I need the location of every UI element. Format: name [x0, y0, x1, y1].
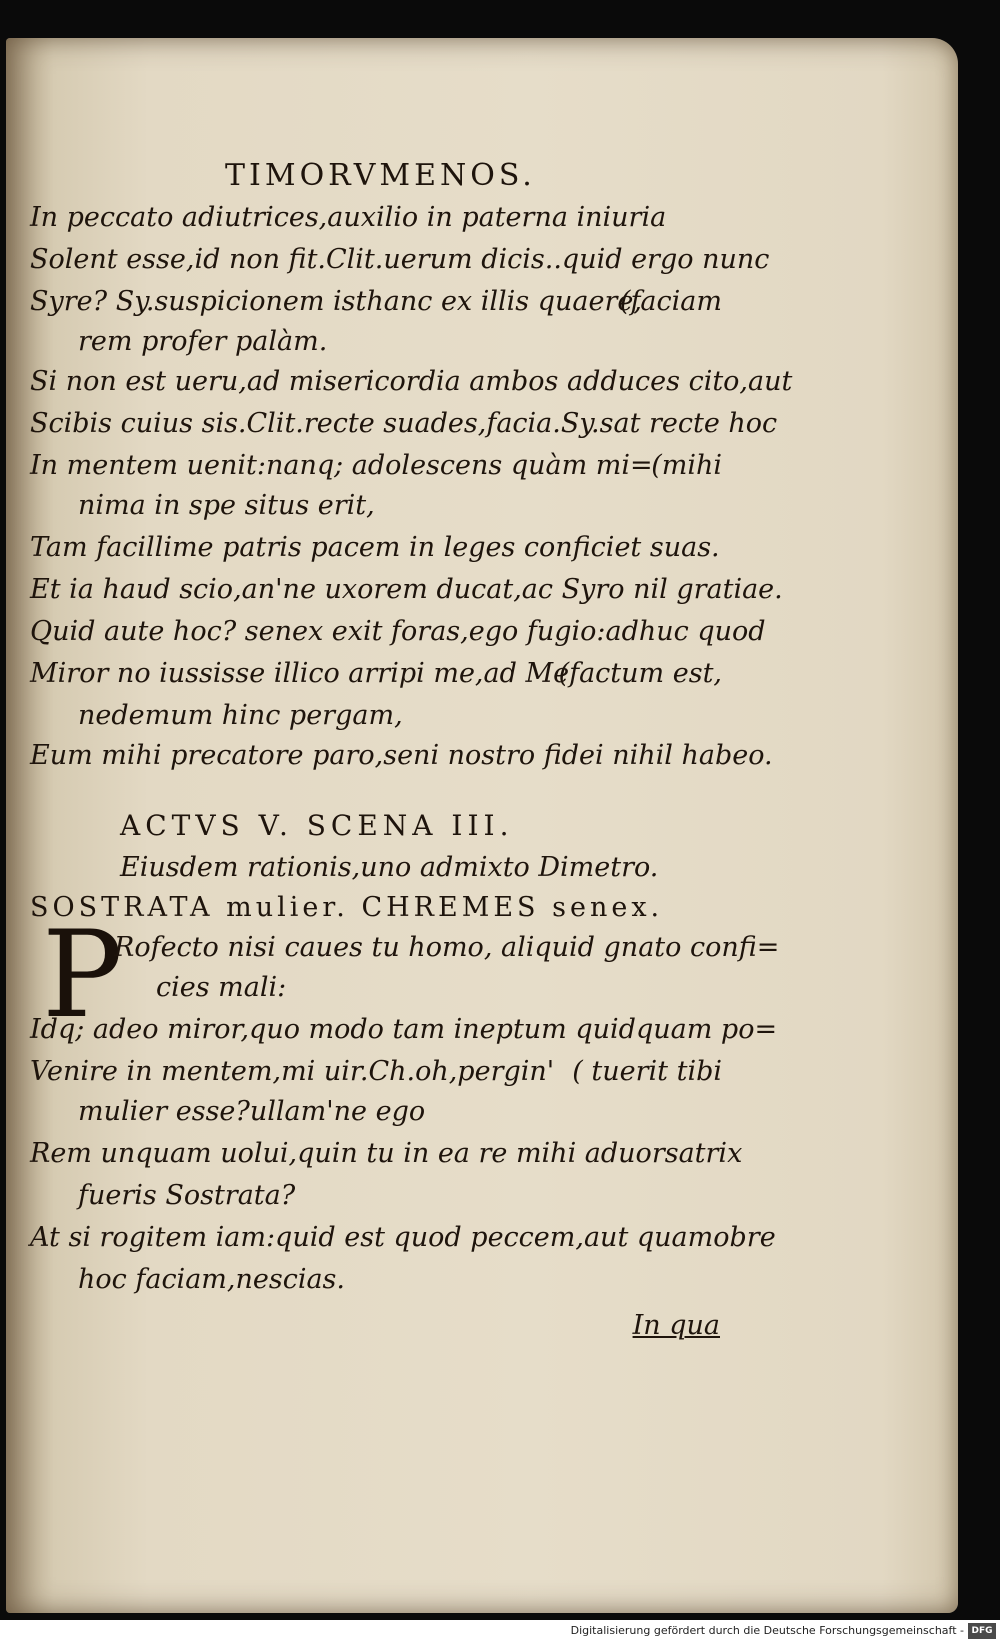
text-line: Idq; adeo miror,quo modo tam ineptum quidquam po= [30, 1014, 778, 1045]
book-page [6, 38, 958, 1613]
text-line: Rofecto nisi caues tu homo, aliquid gnato confi= [114, 932, 780, 963]
text-line: Solent esse,id non fit.Clit.uerum dicis..quid ergo nunc [30, 244, 770, 275]
footer-bar [0, 1620, 1000, 1645]
text-line: mulier esse?ullam'ne ego [78, 1096, 426, 1127]
text-line: Rem unquam uolui,quin tu in ea re mihi aduorsatrix [30, 1138, 743, 1169]
text-line: Scibis cuius sis.Clit.recte suades,facia.Sy.sat recte hoc [30, 408, 778, 439]
text-line: At si rogitem iam:quid est quod peccem,aut quamobre [30, 1222, 776, 1253]
text-line-continuation: (factum est, [558, 658, 722, 689]
funding-credit: Digitalisierung gefördert durch die Deutsche Forschungsgemeinschaft - [570, 1624, 964, 1637]
text-line: Et ia haud scio,an'ne uxorem ducat,ac Syro nil gratiae. [30, 574, 783, 605]
text-line-continuation: (faciam [619, 286, 722, 317]
text-line: rem profer palàm. [78, 326, 328, 357]
text-line: Tam facillime patris pacem in leges conficiet suas. [30, 532, 720, 563]
dfg-logo-icon: DFG [968, 1623, 996, 1639]
drop-cap-initial: P [42, 906, 123, 1045]
text-line: Eum mihi precatore paro,seni nostro fidei nihil habeo. [30, 740, 773, 771]
text-line: Si non est ueru,ad misericordia ambos adduces cito,aut [30, 366, 793, 397]
text-line: In mentem uenit:nanq; adolescens quàm mi= [30, 450, 653, 481]
text-line: Syre? Sy.suspicionem isthanc ex illis quaere, [30, 286, 642, 317]
text-line-continuation: (mihi [651, 450, 722, 481]
running-title: TIMORVMENOS. [225, 158, 536, 193]
text-line: cies mali: [156, 972, 287, 1003]
text-line: Miror no iussisse illico arripi me,ad Me [30, 658, 570, 689]
meter-note: Eiusdem rationis,uno admixto Dimetro. [120, 852, 659, 883]
text-line: In peccato adiutrices,auxilio in paterna iniuria [30, 202, 667, 233]
catchword: In qua [632, 1310, 720, 1341]
text-line: hoc faciam,nescias. [78, 1264, 345, 1295]
text-line: Venire in mentem,mi uir.Ch.oh,pergin' [30, 1056, 555, 1087]
text-line: nima in spe situs erit, [78, 490, 375, 521]
text-line: nedemum hinc pergam, [78, 700, 403, 731]
text-line-continuation: ( tuerit tibi [572, 1056, 722, 1087]
text-line: Quid aute hoc? senex exit foras,ego fugio:adhuc quod [30, 616, 766, 647]
act-scene-heading: ACTVS V. SCENA III. [120, 809, 514, 842]
text-line: fueris Sostrata? [78, 1180, 296, 1211]
speaker-list: SOSTRATA mulier. CHREMES senex. [30, 892, 664, 923]
